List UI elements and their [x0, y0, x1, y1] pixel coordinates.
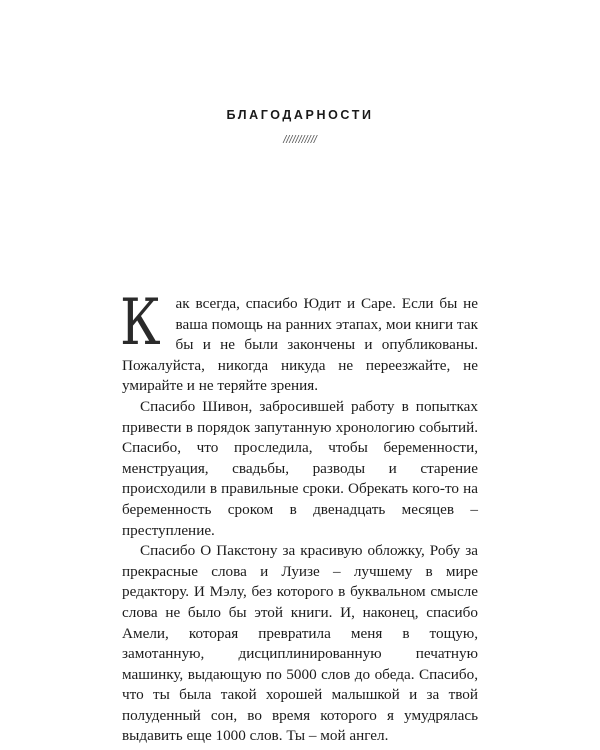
- paragraph-1-text: ак всегда, спасибо Юдит и Саре. Если бы не ваша помощь на ранних этапах, мои книги так бы и не были закончены и опубликованы. Пожалуйста, никогда никуда не переезжайте, не умирайте и не теряйте зрения.: [122, 295, 478, 395]
- acknowledgements-text: [120, 286, 478, 747]
- paragraph-1: [120, 286, 478, 397]
- page-title: БЛАГОДАРНОСТИ: [226, 108, 374, 122]
- paragraph-2: Спасибо Шивон, забросившей работу в попытках привести в порядок запутанную хронологию событий. Спасибо, что проследила, чтобы беременности, менструация, свадьбы, разводы и старение происходили в правильные сроки. Обрекать кого-то на беременность сроком в двенадцать месяцев – преступление.: [122, 397, 478, 539]
- drop-cap: К: [120, 286, 161, 360]
- title-ornament: ///////////: [283, 134, 317, 146]
- paragraph-3: Спасибо О Пакстону за красивую обложку, Робу за прекрасные слова и Луизе – лучшему в мире редактору. И Мэлу, без которого в буквальном смысле слова не было бы этой книги. И, наконец, спасибо Амели, которая превратила меня в тощую, замотанную, дисциплинированную печатную машинку, выдающую по 5000 слов до обеда. Спасибо, что ты была такой хорошей малышкой и за твой полуденный сон, во время которого я умудрялась выдавить еще 1000 слов. Ты – мой ангел.: [122, 542, 478, 745]
